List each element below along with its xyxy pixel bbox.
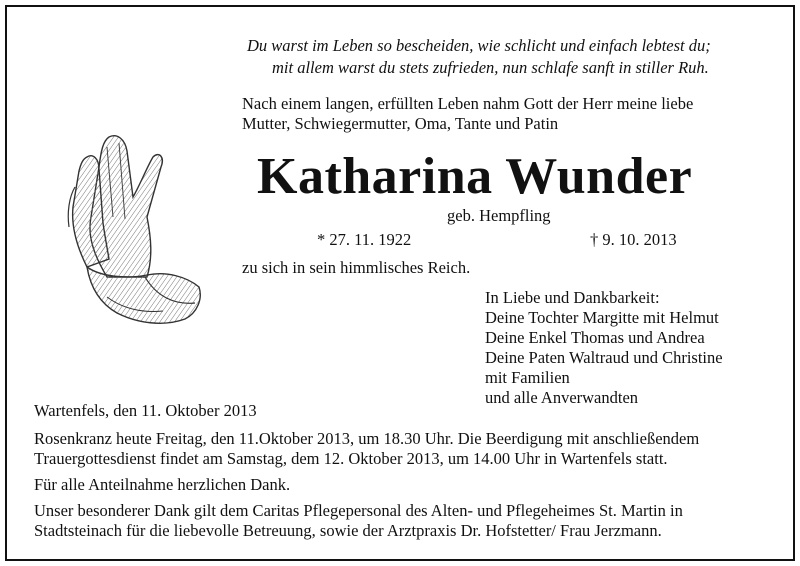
intro-line-1: Nach einem langen, erfüllten Leben nahm Gott der Herr meine liebe: [242, 94, 694, 113]
obituary-notice: [5, 5, 795, 561]
mourners-line-5: mit Familien: [485, 368, 570, 387]
mourners-line-4: Deine Paten Waltraud und Christine: [485, 348, 723, 367]
place-date: Wartenfels, den 11. Oktober 2013: [34, 401, 257, 420]
birth-name: geb. Hempfling: [447, 206, 551, 225]
mourners-line-2: Deine Tochter Margitte mit Helmut: [485, 308, 719, 327]
mourners-line-1: In Liebe und Dankbarkeit:: [485, 288, 660, 307]
service-line-1: Rosenkranz heute Freitag, den 11.Oktober 2013, um 18.30 Uhr. Die Beerdigung mit anschließendem: [34, 429, 700, 448]
birth-date: * 27. 11. 1922: [317, 230, 412, 249]
mourners-line-3: Deine Enkel Thomas und Andrea: [485, 328, 705, 347]
praying-hands-icon: [47, 127, 207, 337]
thanks-line: Für alle Anteilnahme herzlichen Dank.: [34, 475, 291, 494]
death-date: † 9. 10. 2013: [590, 230, 677, 249]
special-thanks-line-2: Stadtsteinach für die liebevolle Betreuung, sowie der Arztpraxis Dr. Hofstetter/ Frau Jerzmann.: [34, 521, 662, 540]
mourners-line-6: und alle Anverwandten: [485, 388, 639, 407]
service-line-2: Trauergottesdienst findet am Samstag, dem 12. Oktober 2013, um 14.00 Uhr in Wartenfels statt.: [34, 449, 668, 468]
poem-line-1: Du warst im Leben so bescheiden, wie schlicht und einfach lebtest du;: [247, 36, 711, 55]
intro-line-2: Mutter, Schwiegermutter, Oma, Tante und Patin: [242, 114, 559, 133]
reich-line: zu sich in sein himmlisches Reich.: [242, 258, 471, 277]
deceased-name: Katharina Wunder: [257, 148, 693, 205]
poem-line-2: mit allem warst du stets zufrieden, nun schlafe sanft in stiller Ruh.: [272, 58, 709, 77]
special-thanks-line-1: Unser besonderer Dank gilt dem Caritas Pflegepersonal des Alten- und Pflegeheimes St. Martin in: [34, 501, 683, 520]
